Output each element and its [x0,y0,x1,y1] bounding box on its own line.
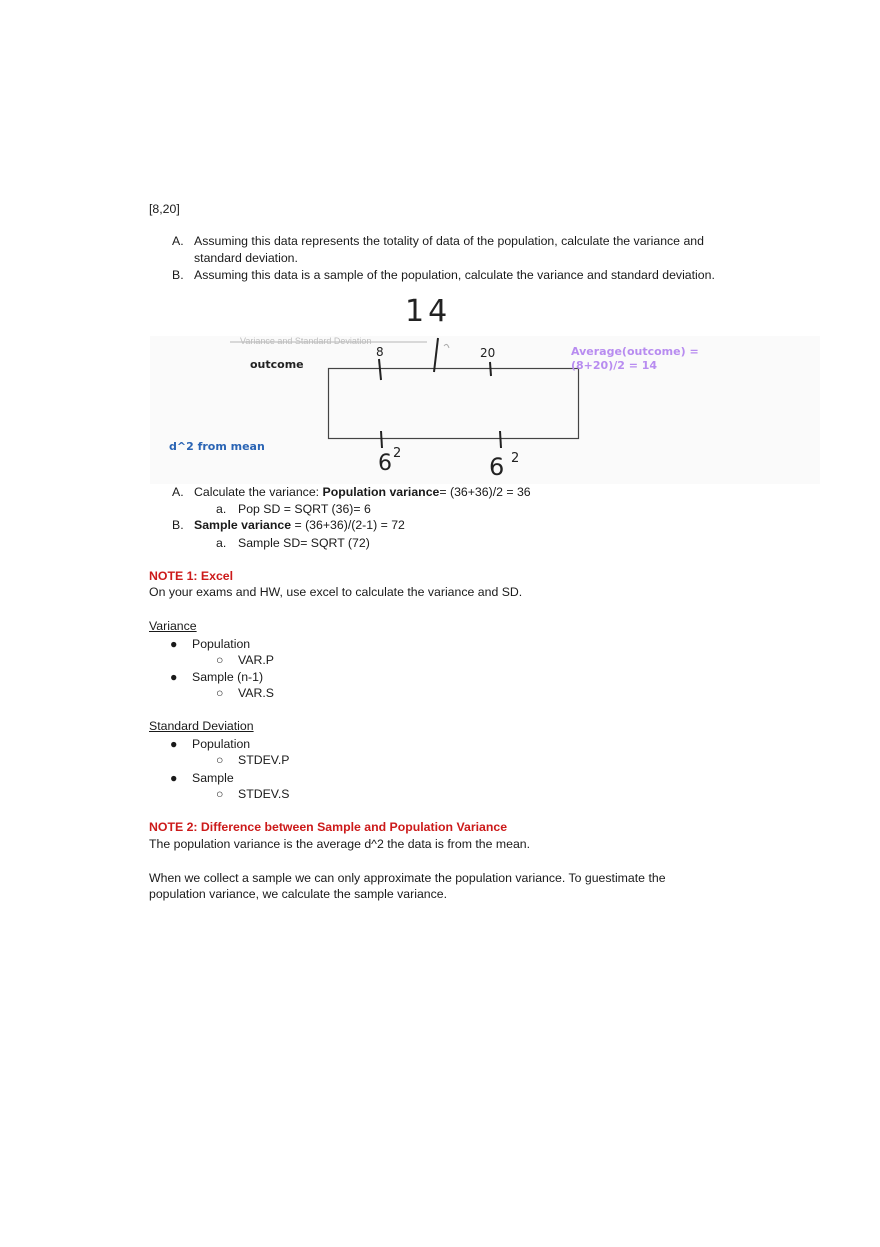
data-pair: [8,20] [149,202,180,216]
note2-body2-line2: population variance, we calculate the sample variance. [149,887,448,901]
right-sq: 6 [489,453,505,481]
d2-label: d^2 from mean [169,440,265,453]
tick-right-sq [500,431,501,448]
bullet: ● [170,670,178,684]
bullet: ● [170,737,178,751]
note2-title: NOTE 2: Difference between Sample and Population Variance [149,820,508,834]
answer-a-marker: A. [172,485,184,499]
average-line2: (8+20)/2 = 14 [571,359,658,372]
answer-a [172,485,531,499]
answer-b-bold: Sample variance [194,518,292,532]
variance-diagram [150,296,820,486]
question-b-marker: B. [172,268,184,282]
label-20: 20 [480,346,496,360]
stdev-item-sample [170,771,234,785]
variance-item-label: Sample (n-1) [192,670,264,684]
diagram-drawing [150,296,820,486]
variance-heading: Variance [149,619,197,633]
question-a [172,234,704,248]
bullet: ● [170,771,178,785]
right-sq-exponent: 2 [511,451,520,466]
variance-func-population [216,653,274,667]
answer-b-rest: = (36+36)/(2-1) = 72 [291,518,405,532]
label-8: 8 [376,345,384,359]
stdev-func: STDEV.S [238,787,290,801]
answer-a-sub-marker: a. [216,502,227,516]
sub-bullet: ○ [216,653,224,667]
mean-handwritten: 14 [405,294,452,329]
tick-20 [490,362,491,376]
variance-item-label: Population [192,637,251,651]
note1-body: On your exams and HW, use excel to calculate the variance and SD. [149,585,523,599]
left-sq-exponent: 2 [393,446,402,461]
answer-a-bold: Population variance [322,485,440,499]
sub-bullet: ○ [216,686,224,700]
variance-func: VAR.P [238,653,274,667]
answer-b-sub [216,536,370,550]
stdev-heading: Standard Deviation [149,719,254,733]
answer-b [172,518,405,532]
faint-title: Variance and Standard Deviation [240,336,372,346]
average-line1: Average(outcome) = [571,345,699,358]
variance-func: VAR.S [238,686,274,700]
variance-item-population [170,637,250,651]
question-a-line2: standard deviation. [194,251,298,265]
answer-a-prefix: Calculate the variance: [194,485,323,499]
stdev-func-population [216,753,290,767]
bullet: ● [170,637,178,651]
question-b [172,268,715,282]
tick-left-sq [381,431,382,448]
stdev-item-label: Sample [192,771,234,785]
answer-a-sub-text: Pop SD = SQRT (36)= 6 [238,502,371,516]
note1-title: NOTE 1: Excel [149,569,234,583]
answer-b-marker: B. [172,518,184,532]
variance-item-sample [170,670,263,684]
answer-a-sub [216,502,371,516]
stdev-item-label: Population [192,737,251,751]
stdev-func: STDEV.P [238,753,290,767]
stdev-func-sample [216,787,290,801]
answer-a-rest: = (36+36)/2 = 36 [439,485,531,499]
stdev-item-population [170,737,250,751]
question-b-line1: Assuming this data is a sample of the population, calculate the variance and standard deviation. [194,268,715,282]
answer-b-sub-marker: a. [216,536,227,550]
outcome-label: outcome [250,358,304,371]
note2-body1: The population variance is the average d^2 the data is from the mean. [149,837,531,851]
sub-bullet: ○ [216,787,224,801]
answer-b-sub-text: Sample SD= SQRT (72) [238,536,370,550]
sub-bullet: ○ [216,753,224,767]
question-a-marker: A. [172,234,184,248]
note2-body2-line1: When we collect a sample we can only approximate the population variance. To guestimate the [149,871,666,885]
question-a-line1: Assuming this data represents the totality of data of the population, calculate the variance and [194,234,704,248]
variance-func-sample [216,686,274,700]
left-sq: 6 [378,451,392,476]
